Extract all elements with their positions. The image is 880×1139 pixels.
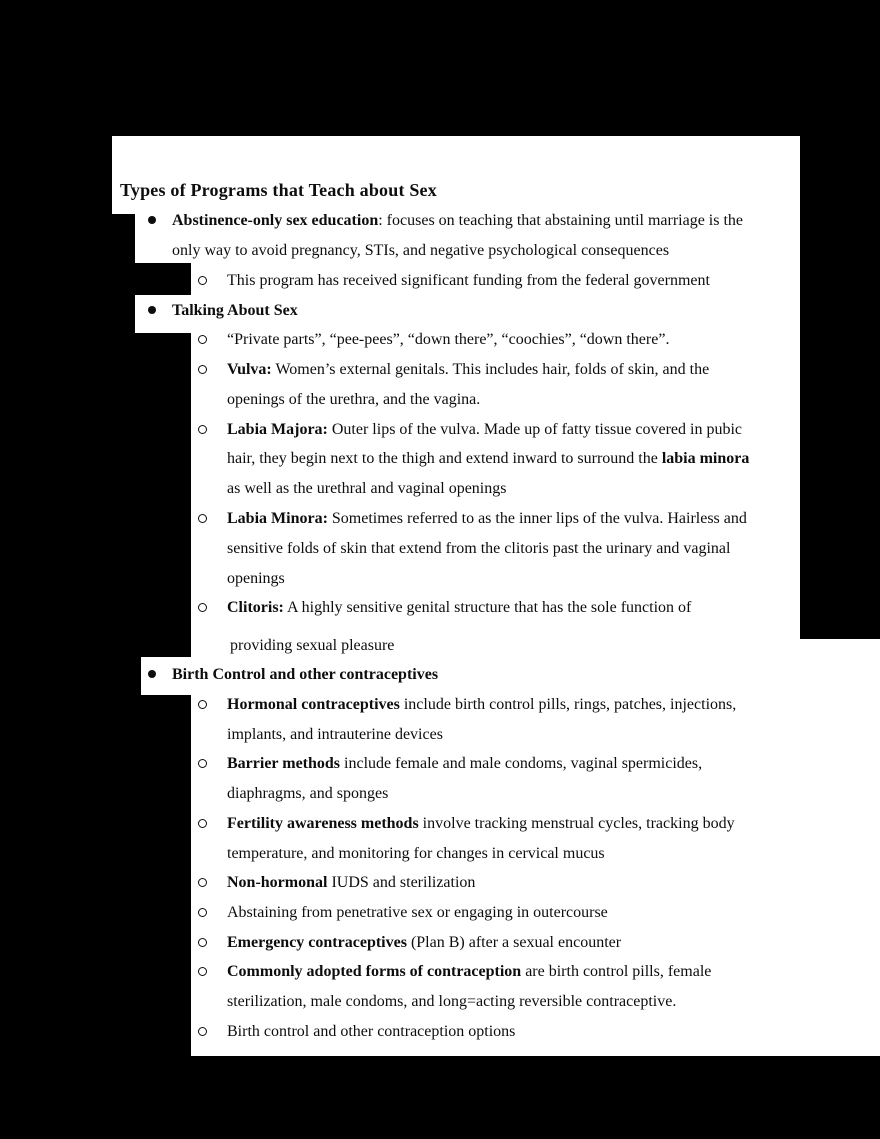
list-item-line xyxy=(227,753,702,774)
text-segment: are birth control pills, female xyxy=(521,963,712,980)
list-item-line xyxy=(227,270,710,291)
disc-bullet-icon xyxy=(148,216,156,224)
text-segment: : focuses on teaching that abstaining until marriage is the xyxy=(378,212,744,229)
list-item-line xyxy=(227,478,506,499)
circle-bullet-icon xyxy=(198,938,207,947)
text-segment: temperature, and monitoring for changes in cervical mucus xyxy=(227,845,605,862)
text-segment: A highly sensitive genital structure that has the sole function of xyxy=(283,599,692,616)
text-segment: “Private parts”, “pee-pees”, “down there”, “coochies”, “down there”. xyxy=(227,331,670,348)
text-segment: Labia Majora: xyxy=(227,421,328,438)
text-segment: sterilization, male condoms, and long=acting reversible contraceptive. xyxy=(227,993,677,1010)
list-item-line xyxy=(227,419,742,440)
list-item-line xyxy=(227,508,747,529)
circle-bullet-icon xyxy=(198,276,207,285)
list-item-line xyxy=(227,329,669,350)
list-item-line xyxy=(227,961,711,982)
text-segment: Clitoris: xyxy=(227,599,284,616)
text-segment: include female and male condoms, vaginal spermicides, xyxy=(340,755,703,772)
text-segment: openings xyxy=(227,570,285,587)
text-segment: labia minora xyxy=(661,450,750,467)
circle-bullet-icon xyxy=(198,908,207,917)
circle-bullet-icon xyxy=(198,335,207,344)
list-item-line xyxy=(227,843,605,864)
list-item-line xyxy=(172,664,438,685)
circle-bullet-icon xyxy=(198,759,207,768)
list-item-line xyxy=(227,1021,515,1042)
circle-bullet-icon xyxy=(198,365,207,374)
text-segment: Emergency contraceptives xyxy=(227,934,407,951)
text-segment: IUDS and sterilization xyxy=(327,874,476,891)
text-segment: sensitive folds of skin that extend from the clitoris past the urinary and vaginal xyxy=(227,540,731,557)
list-item-line xyxy=(227,902,608,923)
list-item-line xyxy=(227,932,621,953)
list-item-line xyxy=(227,568,285,589)
circle-bullet-icon xyxy=(198,425,207,434)
disc-bullet-icon xyxy=(148,306,156,314)
text-segment: involve tracking menstrual cycles, tracking body xyxy=(418,815,735,832)
text-segment: Fertility awareness methods xyxy=(227,815,419,832)
list-item-line xyxy=(227,597,691,618)
list-item-line xyxy=(227,538,730,559)
circle-bullet-icon xyxy=(198,1027,207,1036)
text-segment: diaphragms, and sponges xyxy=(227,785,389,802)
list-item-line xyxy=(172,240,669,261)
list-item-line xyxy=(172,210,743,231)
circle-bullet-icon xyxy=(198,967,207,976)
text-segment: Abstinence-only sex education xyxy=(172,212,379,229)
list-item-line xyxy=(227,694,736,715)
text-segment: Barrier methods xyxy=(227,755,341,772)
text-segment: Talking About Sex xyxy=(172,302,298,319)
text-segment: include birth control pills, rings, patches, injections, xyxy=(399,696,737,713)
list-item-line xyxy=(227,872,475,893)
text-segment: providing sexual pleasure xyxy=(230,637,395,654)
document-title: Types of Programs that Teach about Sex xyxy=(120,180,437,200)
circle-bullet-icon xyxy=(198,878,207,887)
list-item-line xyxy=(227,783,388,804)
text-segment: Commonly adopted forms of contraception xyxy=(227,963,522,980)
text-segment: openings of the urethra, and the vagina. xyxy=(227,391,481,408)
text-segment: only way to avoid pregnancy, STIs, and negative psychological consequences xyxy=(172,242,670,259)
list-item-line xyxy=(227,359,709,380)
circle-bullet-icon xyxy=(198,603,207,612)
text-segment: Birth Control and other contraceptives xyxy=(172,666,439,683)
text-segment: Hormonal contraceptives xyxy=(227,696,400,713)
circle-bullet-icon xyxy=(198,514,207,523)
circle-bullet-icon xyxy=(198,700,207,709)
list-item-line xyxy=(227,389,480,410)
list-item-line xyxy=(227,448,749,469)
list-item-line xyxy=(230,635,394,656)
text-segment: Sometimes referred to as the inner lips of the vulva. Hairless and xyxy=(327,510,747,527)
disc-bullet-icon xyxy=(148,670,156,678)
text-segment: (Plan B) after a sexual encounter xyxy=(406,934,622,951)
list-item-line xyxy=(227,724,443,745)
circle-bullet-icon xyxy=(198,819,207,828)
text-segment: Birth control and other contraception options xyxy=(227,1023,516,1040)
text-segment: Vulva: xyxy=(227,361,272,378)
text-segment: hair, they begin next to the thigh and extend inward to surround the xyxy=(227,450,662,467)
list-item-line xyxy=(227,813,735,834)
text-segment: Outer lips of the vulva. Made up of fatty tissue covered in pubic xyxy=(327,421,742,438)
text-segment: Non-hormonal xyxy=(227,874,328,891)
text-segment: as well as the urethral and vaginal openings xyxy=(227,480,507,497)
text-segment: Women’s external genitals. This includes hair, folds of skin, and the xyxy=(271,361,710,378)
text-segment: implants, and intrauterine devices xyxy=(227,726,443,743)
text-segment: Labia Minora: xyxy=(227,510,328,527)
list-item-line xyxy=(172,300,298,321)
text-segment: Abstaining from penetrative sex or engaging in outercourse xyxy=(227,904,608,921)
list-item-line xyxy=(227,991,676,1012)
text-segment: This program has received significant funding from the federal government xyxy=(227,272,710,289)
